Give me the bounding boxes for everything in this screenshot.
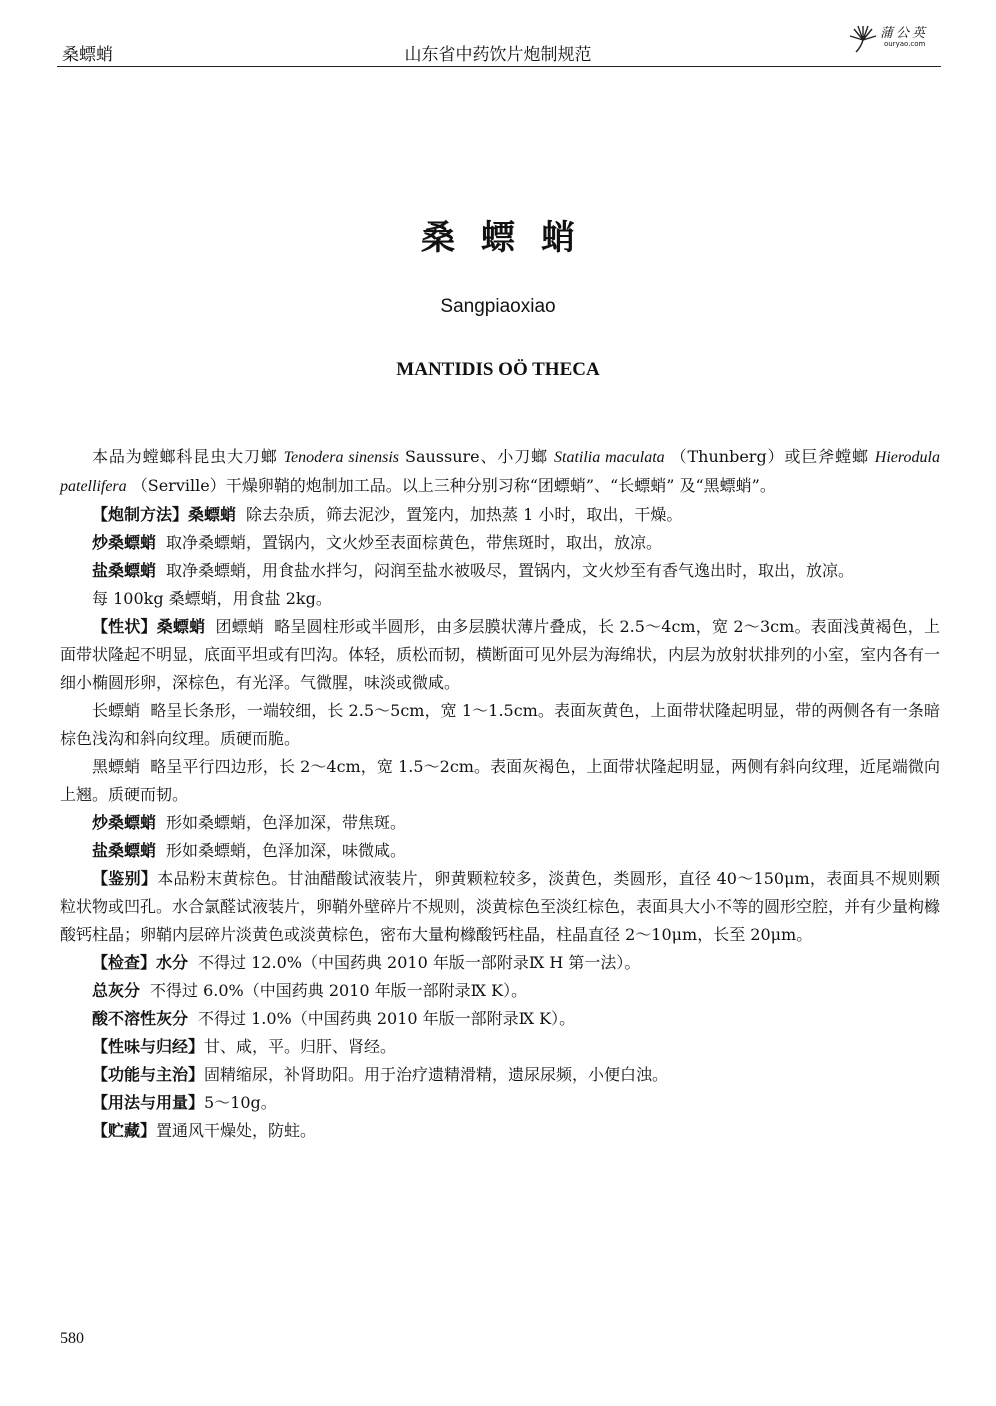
species-name-1: Tenodera sinensis <box>283 449 400 466</box>
latin-name: MANTIDIS OÖ THECA <box>396 359 600 380</box>
monograph-body <box>60 443 940 1145</box>
section-label-function: 【功能与主治】 <box>92 1065 205 1084</box>
salt-processing-paragraph <box>60 557 940 585</box>
running-header-left: 桑螵蛸 <box>62 45 113 65</box>
identification-paragraph <box>60 865 940 949</box>
item-name: 水分 <box>156 953 189 972</box>
section-label-nature: 【性味与归经】 <box>92 1037 205 1056</box>
item-text: 不得过 1.0%（中国药典 2010 年版一部附录Ⅸ K）。 <box>198 1009 576 1028</box>
inspection-paragraph <box>60 949 940 977</box>
item-name: 总灰分 <box>92 981 141 1000</box>
nature-paragraph <box>60 1033 940 1061</box>
function-paragraph <box>60 1061 940 1089</box>
total-ash-paragraph <box>60 977 940 1005</box>
item-text: 甘、咸，平。归肝、肾经。 <box>204 1037 397 1056</box>
intro-text-2: Saussure、小刀螂 <box>405 447 549 466</box>
sub-item-name: 长螵蛸 <box>92 701 141 720</box>
site-logo <box>846 20 946 56</box>
usage-paragraph <box>60 1089 940 1117</box>
intro-paragraph <box>60 443 940 501</box>
page-title: 桑螵蛸 <box>421 218 601 258</box>
item-text: 略呈圆柱形或半圆形，由多层膜状薄片叠成，长 2.5～4cm，宽 2～3cm。表面浅黄褐色，上面带状隆起不明显，底面平坦或有凹沟。体轻，质松而韧，横断面可见外层为海绵状，内层为放射状排列的小室，室内各有一细小椭圆形卵，深棕色，有光泽。气微腥，味淡或微咸。 <box>60 617 941 692</box>
item-name: 炒桑螵蛸 <box>92 813 157 832</box>
section-label-usage: 【用法与用量】 <box>92 1093 205 1112</box>
running-header-title: 山东省中药饮片炮制规范 <box>404 45 592 65</box>
pinyin-name: Sangpiaoxiao <box>440 296 556 317</box>
intro-text-1: 本品为螳螂科昆虫大刀螂 <box>92 447 278 466</box>
item-name: 酸不溶性灰分 <box>92 1009 189 1028</box>
intro-text-4: （Serville）干燥卵鞘的炮制加工品。以上三种分别习称“团螵蛸”、“长螵蛸” 及“黑螵蛸”。 <box>131 476 776 495</box>
sub-item-name: 黑螵蛸 <box>92 757 141 776</box>
item-name: 桑螵蛸 <box>156 617 206 636</box>
item-name: 盐桑螵蛸 <box>92 841 157 860</box>
species-name-2: Statilia maculata <box>554 449 665 466</box>
item-text: 置通风干燥处，防蛀。 <box>156 1121 317 1140</box>
page-number: 580 <box>60 1330 84 1347</box>
item-name: 桑螵蛸 <box>188 505 237 524</box>
fried-characters-paragraph <box>60 809 940 837</box>
item-text: 除去杂质，筛去泥沙，置笼内，加热蒸 1 小时，取出，干燥。 <box>246 505 683 524</box>
item-text: 不得过 6.0%（中国药典 2010 年版一部附录Ⅸ K）。 <box>150 981 528 1000</box>
characters-paragraph <box>60 613 940 697</box>
salted-characters-paragraph <box>60 837 940 865</box>
item-text: 固精缩尿，补肾助阳。用于治疗遗精滑精，遗尿尿频，小便白浊。 <box>204 1065 669 1084</box>
item-text: 本品粉末黄棕色。甘油醋酸试液装片，卵黄颗粒较多，淡黄色，类圆形，直径 40～150μm，表面具不规则颗粒状物或凹孔。水合氯醛试液装片，卵鞘外壁碎片不规则，淡黄棕色至淡红棕色，表面具大小不等的圆形空腔，并有少量枸橼酸钙柱晶；卵鞘内层碎片淡黄色或淡黄棕色，密布大量枸橼酸钙柱晶，柱晶直径 2～10μm，长至 20μm。 <box>60 869 941 944</box>
item-text: 略呈长条形，一端较细，长 2.5～5cm，宽 1～1.5cm。表面灰黄色，上面带状隆起明显，带的两侧各有一条暗棕色浅沟和斜向纹理。质硬而脆。 <box>60 701 940 748</box>
section-label-storage: 【贮藏】 <box>92 1121 157 1140</box>
item-name: 盐桑螵蛸 <box>92 561 157 580</box>
item-text: 取净桑螵蛸，用食盐水拌匀，闷润至盐水被吸尽，置锅内，文火炒至有香气逸出时，取出，放凉。 <box>166 561 855 580</box>
logo-text: 蒲公英 <box>880 26 929 41</box>
section-label-inspection: 【检查】 <box>92 953 157 972</box>
long-type-paragraph <box>60 697 940 753</box>
dandelion-icon <box>846 20 880 54</box>
item-text: 5～10g。 <box>204 1093 277 1112</box>
item-text: 取净桑螵蛸，置锅内，文火炒至表面棕黄色，带焦斑时，取出，放凉。 <box>166 533 663 552</box>
header-divider <box>57 66 941 67</box>
item-name: 炒桑螵蛸 <box>92 533 157 552</box>
section-label-characters: 【性状】 <box>92 617 157 636</box>
section-label-processing: 【炮制方法】 <box>92 505 189 524</box>
section-label-identification: 【鉴别】 <box>92 869 158 888</box>
item-text: 形如桑螵蛸，色泽加深，带焦斑。 <box>166 813 407 832</box>
sub-item-name: 团螵蛸 <box>215 617 265 636</box>
item-text: 略呈平行四边形，长 2～4cm，宽 1.5～2cm。表面灰褐色，上面带状隆起明显，两侧有斜向纹理，近尾端微向上翘。质硬而韧。 <box>60 757 940 804</box>
processing-paragraph <box>60 501 940 529</box>
fried-processing-paragraph <box>60 529 940 557</box>
item-text: 形如桑螵蛸，色泽加深，味微咸。 <box>166 841 407 860</box>
species-name-3: Hierodula patellifera <box>60 449 940 495</box>
black-type-paragraph <box>60 753 940 809</box>
storage-paragraph <box>60 1117 940 1145</box>
logo-url: ouryao.com <box>884 40 926 48</box>
acid-ash-paragraph <box>60 1005 940 1033</box>
salt-note: 每 100kg 桑螵蛸，用食盐 2kg。 <box>92 589 332 608</box>
intro-text-3: （Thunberg）或巨斧螳螂 <box>670 447 869 466</box>
item-text: 不得过 12.0%（中国药典 2010 年版一部附录Ⅸ H 第一法）。 <box>198 953 641 972</box>
